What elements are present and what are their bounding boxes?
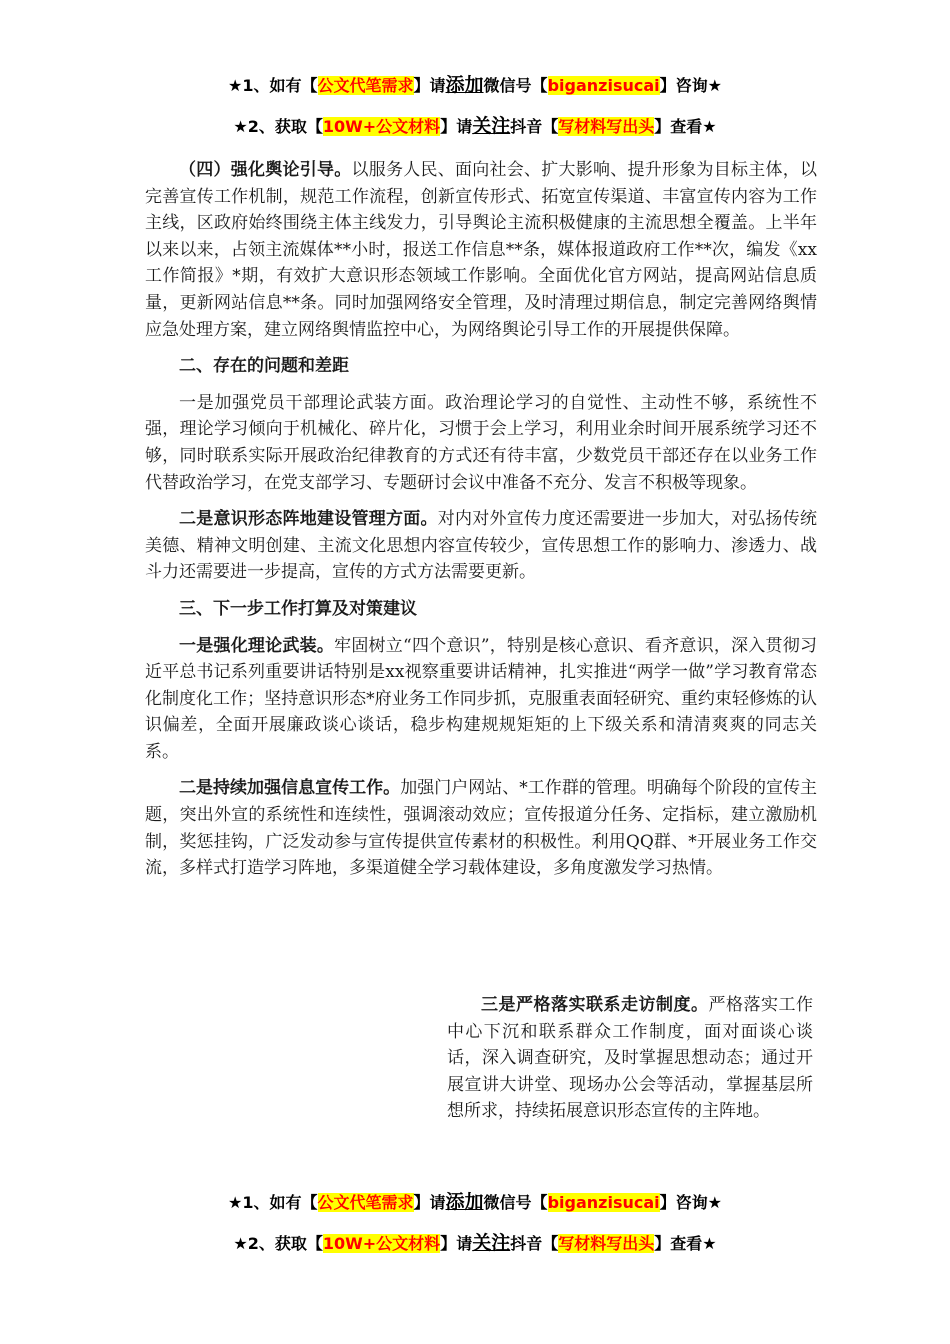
banner-text: 】请 [413,1193,446,1212]
banner-emphasis: 关注 [472,1232,511,1254]
paragraph-ideology [145,506,817,586]
banner-highlight: 10W+公文材料 [322,117,441,136]
banner-text: 】查看★ [654,117,717,136]
paragraph-lead: 一是强化理论武装。 [179,635,335,656]
promo-banner-top-line2 [0,111,950,138]
banner-text: 抖音【 [510,1234,559,1253]
banner-highlight: 写材料写出头 [558,117,655,136]
banner-text: ★1、如有【 [228,76,318,95]
paragraph-text: 以服务人民、面向社会、扩大影响、提升形象为目标主体，以完善宣传工作机制，规范工作流程，创新宣传形式、拓宽宣传渠道、丰富宣传内容为工作主线，区政府始终围绕主体主线发力，引导舆论主流积极健康的主流思想全覆盖。上半年以来以来，占领主流媒体**小时，报送工作信息**条，媒体报道政府工作**次，编发《xx工作简报》*期，有效扩大意识形态领域工作影响。全面优化官方网站，提高网站信息质量，更新网站信息**条。同时加强网络安全管理，及时清理过期信息，制定完善网络舆情应急处理方案，建立网络舆情监控中心，为网络舆论引导工作的开展提供保障。 [145,160,817,340]
banner-highlight: 公文代笔需求 [317,1193,414,1212]
paragraph-visits [447,992,813,1125]
paragraph-text: 牢固树立“四个意识”，特别是核心意识、看齐意识，深入贯彻习近平总书记系列重要讲话特别是xx视察重要讲话精神，扎实推进“两学一做”学习教育常态化制度化工作；坚持意识形态*府业务工作同步抓，克服重表面轻研究、重约束轻修炼的认识偏差，全面开展廉政谈心谈话，稳步构建规规矩矩的上下级关系和清清爽爽的同志关系。 [145,635,817,762]
banner-text: 微信号【 [483,76,548,95]
section-heading-next-steps: 三、下一步工作打算及对策建议 [179,598,417,619]
banner-emphasis: 添加 [445,1191,484,1213]
paragraph-theory: 一是加强党员干部理论武装方面。政治理论学习的自觉性、主动性不够，系统性不强，理论学习倾向于机械化、碎片化，习惯于会上学习，利用业余时间开展系统学习还不够，同时联系实际开展政治纪律教育的方式还有待丰富，少数党员干部还存在以业务工作代替政治学习，在党支部学习、专题研讨会议中准备不充分、发言不积极等现象。 [145,392,817,493]
paragraph-public-opinion [145,157,817,343]
paragraph-lead: 二是持续加强信息宣传工作。 [179,778,401,799]
paragraph-lead: 三是严格落实联系走访制度。 [481,995,709,1015]
document-body [145,157,817,882]
banner-text: 】咨询★ [659,76,722,95]
banner-highlight: 10W+公文材料 [322,1234,441,1253]
banner-highlight: biganzisucai [547,1193,660,1212]
banner-text: 】查看★ [654,1234,717,1253]
banner-text: ★2、获取【 [233,1234,323,1253]
banner-text: 抖音【 [510,117,559,136]
banner-emphasis: 添加 [445,74,484,96]
banner-text: 】请 [440,1234,473,1253]
banner-highlight: biganzisucai [547,76,660,95]
paragraph-publicity [145,775,817,881]
promo-banner-top-line1 [0,70,950,97]
paragraph-visits-text [447,992,813,1125]
banner-text: 】咨询★ [659,1193,722,1212]
banner-text: ★1、如有【 [228,1193,318,1212]
banner-text: 微信号【 [483,1193,548,1212]
promo-banner-bottom-line1 [0,1187,950,1214]
banner-emphasis: 关注 [472,115,511,137]
paragraph-strengthen-theory [145,633,817,766]
banner-highlight: 公文代笔需求 [317,76,414,95]
banner-highlight: 写材料写出头 [558,1234,655,1253]
paragraph-text: 严格落实工作中心下沉和联系群众工作制度，面对面谈心谈话，深入调查研究，及时掌握思想动态；通过开展宣讲大讲堂、现场办公会等活动，掌握基层所想所求，持续拓展意识形态宣传的主阵地。 [447,995,813,1122]
banner-text: 】请 [413,76,446,95]
banner-text: ★2、获取【 [233,117,323,136]
section-heading-problems: 二、存在的问题和差距 [179,356,349,377]
paragraph-lead: 二是意识形态阵地建设管理方面。 [179,509,438,530]
paragraph-text: 加强门户网站、*工作群的管理。明确每个阶段的宣传主题，突出外宣的系统性和连续性，强调滚动效应；宣传报道分任务、定指标，建立激励机制，奖惩挂钩，广泛发动参与宣传提供宣传素材的积极性。利用QQ群、*开展业务工作交流，多样式打造学习阵地，多渠道健全学习载体建设，多角度激发学习热情。 [145,778,818,879]
banner-text: 】请 [440,117,473,136]
paragraph-text: 对内对外宣传力度还需要进一步加大，对弘扬传统美德、精神文明创建、主流文化思想内容宣传较少，宣传思想工作的影响力、渗透力、战斗力还需要进一步提高，宣传的方式方法需要更新。 [145,509,817,583]
promo-banner-bottom-line2 [0,1228,950,1255]
paragraph-lead: （四）强化舆论引导。 [179,160,352,180]
